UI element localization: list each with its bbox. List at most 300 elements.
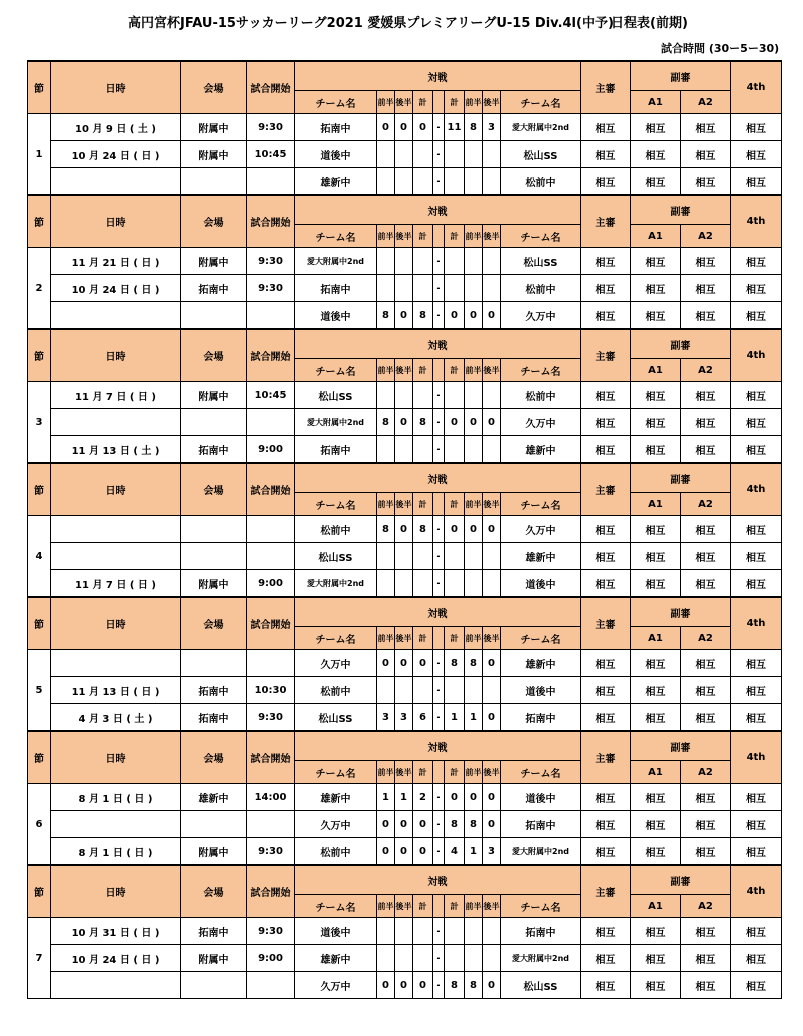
score-dash: - <box>433 838 445 866</box>
referee: 相互 <box>581 570 631 598</box>
referee: 相互 <box>581 972 631 999</box>
col-home-second-half-header: 後半 <box>395 627 413 650</box>
schedule-table <box>27 60 782 999</box>
home-first-half <box>377 382 395 409</box>
col-away-first-half-header: 前半 <box>465 627 483 650</box>
kickoff-time: 9:30 <box>247 114 295 141</box>
home-total <box>413 382 433 409</box>
table-row <box>28 409 782 436</box>
home-first-half <box>377 141 395 168</box>
home-team: 拓南中 <box>295 275 377 302</box>
away-team: 愛大附属中2nd <box>501 114 581 141</box>
fourth-official: 相互 <box>731 436 782 464</box>
match-venue: 附属中 <box>181 114 247 141</box>
match-date: 10 月 24 日 ( 日 ) <box>51 275 181 302</box>
section-number: 3 <box>28 382 51 464</box>
match-date <box>51 972 181 999</box>
col-home-first-half-header: 前半 <box>377 225 395 248</box>
home-total: 6 <box>413 704 433 732</box>
fourth-official: 相互 <box>731 677 782 704</box>
table-row <box>28 918 782 945</box>
col-match-header: 対戦 <box>295 329 581 359</box>
match-date <box>51 543 181 570</box>
col-kickoff-header: 試合開始 <box>247 61 295 114</box>
assistant-a1: 相互 <box>631 784 681 811</box>
match-date <box>51 302 181 330</box>
referee: 相互 <box>581 811 631 838</box>
table-row <box>28 543 782 570</box>
col-match-header: 対戦 <box>295 597 581 627</box>
col-kickoff-header: 試合開始 <box>247 731 295 784</box>
assistant-a1: 相互 <box>631 168 681 196</box>
away-second-half: 0 <box>483 811 501 838</box>
assistant-a1: 相互 <box>631 570 681 598</box>
away-total <box>445 141 465 168</box>
section-header-row <box>28 195 782 225</box>
col-away-total-header: 計 <box>445 895 465 918</box>
match-venue <box>181 168 247 196</box>
col-home-first-half-header: 前半 <box>377 761 395 784</box>
away-second-half: 0 <box>483 784 501 811</box>
home-team: 松前中 <box>295 838 377 866</box>
fourth-official: 相互 <box>731 382 782 409</box>
away-team: 道後中 <box>501 784 581 811</box>
score-dash: - <box>433 543 445 570</box>
away-total: 8 <box>445 811 465 838</box>
match-venue <box>181 516 247 543</box>
referee: 相互 <box>581 275 631 302</box>
col-assistant-header: 副審 <box>631 329 731 359</box>
away-second-half: 0 <box>483 409 501 436</box>
match-date: 11 月 21 日 ( 日 ) <box>51 248 181 275</box>
away-second-half <box>483 382 501 409</box>
kickoff-time <box>247 543 295 570</box>
col-away-team-header: チーム名 <box>501 895 581 918</box>
col-home-team-header: チーム名 <box>295 761 377 784</box>
col-dash-header <box>433 493 445 516</box>
away-second-half: 0 <box>483 302 501 330</box>
col-dash-header <box>433 225 445 248</box>
col-away-total-header: 計 <box>445 761 465 784</box>
section-number: 7 <box>28 918 51 999</box>
assistant-a1: 相互 <box>631 945 681 972</box>
referee: 相互 <box>581 302 631 330</box>
home-total: 8 <box>413 516 433 543</box>
score-dash: - <box>433 436 445 464</box>
home-second-half: 0 <box>395 302 413 330</box>
away-first-half <box>465 677 483 704</box>
assistant-a2: 相互 <box>681 382 731 409</box>
col-away-first-half-header: 前半 <box>465 761 483 784</box>
score-dash: - <box>433 704 445 732</box>
away-second-half: 0 <box>483 650 501 677</box>
col-referee-header: 主審 <box>581 865 631 918</box>
away-first-half <box>465 945 483 972</box>
col-fourth-header: 4th <box>731 597 782 650</box>
match-date: 10 月 24 日 ( 日 ) <box>51 945 181 972</box>
col-away-first-half-header: 前半 <box>465 225 483 248</box>
assistant-a2: 相互 <box>681 543 731 570</box>
assistant-a2: 相互 <box>681 302 731 330</box>
referee: 相互 <box>581 114 631 141</box>
home-first-half <box>377 168 395 196</box>
kickoff-time <box>247 302 295 330</box>
col-a1-header: A1 <box>631 91 681 114</box>
home-first-half: 0 <box>377 838 395 866</box>
away-first-half <box>465 141 483 168</box>
col-assistant-header: 副審 <box>631 463 731 493</box>
score-dash: - <box>433 168 445 196</box>
home-team: 松山SS <box>295 704 377 732</box>
col-match-header: 対戦 <box>295 731 581 761</box>
col-home-total-header: 計 <box>413 225 433 248</box>
col-home-team-header: チーム名 <box>295 359 377 382</box>
home-team: 雄新中 <box>295 784 377 811</box>
away-team: 松山SS <box>501 972 581 999</box>
away-first-half: 0 <box>465 516 483 543</box>
away-first-half: 8 <box>465 650 483 677</box>
referee: 相互 <box>581 382 631 409</box>
col-away-total-header: 計 <box>445 225 465 248</box>
col-home-first-half-header: 前半 <box>377 493 395 516</box>
away-total: 8 <box>445 650 465 677</box>
col-away-total-header: 計 <box>445 627 465 650</box>
table-row <box>28 838 782 866</box>
assistant-a1: 相互 <box>631 972 681 999</box>
col-away-team-header: チーム名 <box>501 359 581 382</box>
col-home-total-header: 計 <box>413 895 433 918</box>
score-dash: - <box>433 516 445 543</box>
col-away-team-header: チーム名 <box>501 761 581 784</box>
score-dash: - <box>433 409 445 436</box>
section-header-row <box>28 463 782 493</box>
home-first-half: 8 <box>377 409 395 436</box>
score-dash: - <box>433 382 445 409</box>
match-venue <box>181 811 247 838</box>
col-home-second-half-header: 後半 <box>395 895 413 918</box>
kickoff-time: 9:30 <box>247 248 295 275</box>
away-first-half: 8 <box>465 114 483 141</box>
away-second-half <box>483 543 501 570</box>
fourth-official: 相互 <box>731 570 782 598</box>
kickoff-time: 10:45 <box>247 141 295 168</box>
home-total: 0 <box>413 811 433 838</box>
table-row <box>28 114 782 141</box>
fourth-official: 相互 <box>731 918 782 945</box>
fourth-official: 相互 <box>731 838 782 866</box>
col-sec-header: 節 <box>28 731 51 784</box>
match-date: 11 月 7 日 ( 日 ) <box>51 382 181 409</box>
col-home-first-half-header: 前半 <box>377 895 395 918</box>
col-a1-header: A1 <box>631 761 681 784</box>
away-second-half: 0 <box>483 704 501 732</box>
home-second-half: 0 <box>395 516 413 543</box>
col-away-first-half-header: 前半 <box>465 91 483 114</box>
document-header <box>0 0 803 36</box>
match-date <box>51 650 181 677</box>
col-sec-header: 節 <box>28 463 51 516</box>
section-number: 6 <box>28 784 51 866</box>
home-second-half: 3 <box>395 704 413 732</box>
col-fourth-header: 4th <box>731 329 782 382</box>
match-venue: 拓南中 <box>181 704 247 732</box>
home-first-half <box>377 945 395 972</box>
table-row <box>28 677 782 704</box>
fourth-official: 相互 <box>731 275 782 302</box>
home-total: 8 <box>413 302 433 330</box>
assistant-a2: 相互 <box>681 838 731 866</box>
col-sec-header: 節 <box>28 865 51 918</box>
fourth-official: 相互 <box>731 114 782 141</box>
section-number: 2 <box>28 248 51 330</box>
assistant-a1: 相互 <box>631 382 681 409</box>
assistant-a1: 相互 <box>631 409 681 436</box>
home-total <box>413 168 433 196</box>
home-second-half: 0 <box>395 650 413 677</box>
col-home-team-header: チーム名 <box>295 627 377 650</box>
col-dash-header <box>433 761 445 784</box>
assistant-a1: 相互 <box>631 114 681 141</box>
col-fourth-header: 4th <box>731 463 782 516</box>
away-total: 4 <box>445 838 465 866</box>
fourth-official: 相互 <box>731 704 782 732</box>
col-home-total-header: 計 <box>413 627 433 650</box>
away-first-half: 0 <box>465 784 483 811</box>
assistant-a2: 相互 <box>681 436 731 464</box>
home-team: 愛大附属中2nd <box>295 248 377 275</box>
fourth-official: 相互 <box>731 516 782 543</box>
referee: 相互 <box>581 141 631 168</box>
table-row <box>28 570 782 598</box>
col-referee-header: 主審 <box>581 731 631 784</box>
home-first-half: 3 <box>377 704 395 732</box>
assistant-a1: 相互 <box>631 677 681 704</box>
home-second-half <box>395 141 413 168</box>
score-dash: - <box>433 811 445 838</box>
away-second-half <box>483 570 501 598</box>
away-second-half <box>483 945 501 972</box>
assistant-a2: 相互 <box>681 409 731 436</box>
away-second-half <box>483 275 501 302</box>
assistant-a2: 相互 <box>681 275 731 302</box>
col-venue-header: 会場 <box>181 463 247 516</box>
col-a1-header: A1 <box>631 493 681 516</box>
away-first-half <box>465 275 483 302</box>
away-total <box>445 382 465 409</box>
col-home-team-header: チーム名 <box>295 493 377 516</box>
home-second-half: 0 <box>395 838 413 866</box>
col-sec-header: 節 <box>28 61 51 114</box>
document-subtitle: 日程表(前期) <box>611 16 688 31</box>
col-away-team-header: チーム名 <box>501 225 581 248</box>
col-away-total-header: 計 <box>445 493 465 516</box>
assistant-a1: 相互 <box>631 918 681 945</box>
referee: 相互 <box>581 168 631 196</box>
score-dash: - <box>433 141 445 168</box>
away-total: 0 <box>445 784 465 811</box>
col-referee-header: 主審 <box>581 329 631 382</box>
col-sec-header: 節 <box>28 329 51 382</box>
away-second-half: 3 <box>483 114 501 141</box>
col-sec-header: 節 <box>28 597 51 650</box>
score-dash: - <box>433 945 445 972</box>
home-team: 道後中 <box>295 302 377 330</box>
col-away-second-half-header: 後半 <box>483 91 501 114</box>
match-venue <box>181 972 247 999</box>
referee: 相互 <box>581 248 631 275</box>
home-total: 8 <box>413 409 433 436</box>
home-total: 2 <box>413 784 433 811</box>
home-total <box>413 436 433 464</box>
col-home-second-half-header: 後半 <box>395 761 413 784</box>
assistant-a2: 相互 <box>681 784 731 811</box>
away-total <box>445 436 465 464</box>
kickoff-time: 9:30 <box>247 918 295 945</box>
away-first-half: 0 <box>465 409 483 436</box>
away-team: 久万中 <box>501 302 581 330</box>
col-a1-header: A1 <box>631 359 681 382</box>
col-away-second-half-header: 後半 <box>483 225 501 248</box>
home-total <box>413 918 433 945</box>
col-home-team-header: チーム名 <box>295 91 377 114</box>
home-team: 久万中 <box>295 811 377 838</box>
referee: 相互 <box>581 677 631 704</box>
document-title: 高円宮杯JFAU-15サッカーリーグ2021 愛媛県プレミアリーグU-15 Div.4l(中予) <box>128 16 614 31</box>
col-away-second-half-header: 後半 <box>483 895 501 918</box>
home-first-half: 0 <box>377 114 395 141</box>
col-venue-header: 会場 <box>181 731 247 784</box>
fourth-official: 相互 <box>731 168 782 196</box>
fourth-official: 相互 <box>731 945 782 972</box>
score-dash: - <box>433 650 445 677</box>
home-team: 愛大附属中2nd <box>295 570 377 598</box>
home-second-half <box>395 382 413 409</box>
kickoff-time: 10:45 <box>247 382 295 409</box>
col-kickoff-header: 試合開始 <box>247 329 295 382</box>
home-second-half: 0 <box>395 409 413 436</box>
away-total: 0 <box>445 516 465 543</box>
section-number: 5 <box>28 650 51 732</box>
col-dash-header <box>433 895 445 918</box>
section-header-row <box>28 597 782 627</box>
home-second-half <box>395 570 413 598</box>
match-date: 8 月 1 日 ( 日 ) <box>51 784 181 811</box>
match-venue: 拓南中 <box>181 275 247 302</box>
home-first-half: 1 <box>377 784 395 811</box>
col-home-second-half-header: 後半 <box>395 359 413 382</box>
assistant-a2: 相互 <box>681 704 731 732</box>
home-first-half <box>377 570 395 598</box>
table-row <box>28 248 782 275</box>
fourth-official: 相互 <box>731 302 782 330</box>
away-total: 8 <box>445 972 465 999</box>
away-team: 久万中 <box>501 409 581 436</box>
assistant-a2: 相互 <box>681 248 731 275</box>
away-total <box>445 248 465 275</box>
away-total: 11 <box>445 114 465 141</box>
col-assistant-header: 副審 <box>631 865 731 895</box>
match-venue: 拓南中 <box>181 677 247 704</box>
home-total: 0 <box>413 972 433 999</box>
kickoff-time: 10:30 <box>247 677 295 704</box>
col-assistant-header: 副審 <box>631 61 731 91</box>
col-kickoff-header: 試合開始 <box>247 463 295 516</box>
col-referee-header: 主審 <box>581 597 631 650</box>
away-total <box>445 677 465 704</box>
kickoff-time <box>247 811 295 838</box>
col-away-second-half-header: 後半 <box>483 359 501 382</box>
fourth-official: 相互 <box>731 784 782 811</box>
kickoff-time: 9:30 <box>247 275 295 302</box>
score-dash: - <box>433 784 445 811</box>
col-a2-header: A2 <box>681 627 731 650</box>
home-second-half <box>395 248 413 275</box>
assistant-a1: 相互 <box>631 811 681 838</box>
section-number: 4 <box>28 516 51 598</box>
away-total: 0 <box>445 302 465 330</box>
away-total <box>445 168 465 196</box>
home-first-half <box>377 543 395 570</box>
match-date: 11 月 7 日 ( 日 ) <box>51 570 181 598</box>
section-header-row <box>28 329 782 359</box>
col-fourth-header: 4th <box>731 865 782 918</box>
kickoff-time: 9:00 <box>247 436 295 464</box>
match-venue <box>181 409 247 436</box>
home-team: 久万中 <box>295 650 377 677</box>
home-second-half <box>395 918 413 945</box>
away-second-half <box>483 436 501 464</box>
col-home-total-header: 計 <box>413 91 433 114</box>
away-first-half: 8 <box>465 811 483 838</box>
assistant-a2: 相互 <box>681 918 731 945</box>
home-total <box>413 275 433 302</box>
home-first-half <box>377 275 395 302</box>
kickoff-time: 9:30 <box>247 704 295 732</box>
match-date: 10 月 24 日 ( 日 ) <box>51 141 181 168</box>
col-a2-header: A2 <box>681 225 731 248</box>
col-away-first-half-header: 前半 <box>465 359 483 382</box>
col-away-team-header: チーム名 <box>501 627 581 650</box>
match-date <box>51 516 181 543</box>
col-home-second-half-header: 後半 <box>395 225 413 248</box>
away-second-half <box>483 141 501 168</box>
home-total: 0 <box>413 838 433 866</box>
score-dash: - <box>433 972 445 999</box>
match-date: 10 月 31 日 ( 日 ) <box>51 918 181 945</box>
score-dash: - <box>433 114 445 141</box>
table-row <box>28 811 782 838</box>
col-home-second-half-header: 後半 <box>395 493 413 516</box>
away-total <box>445 570 465 598</box>
col-away-second-half-header: 後半 <box>483 761 501 784</box>
assistant-a2: 相互 <box>681 168 731 196</box>
table-row <box>28 972 782 999</box>
away-second-half: 3 <box>483 838 501 866</box>
col-sec-header: 節 <box>28 195 51 248</box>
home-first-half: 8 <box>377 302 395 330</box>
col-referee-header: 主審 <box>581 463 631 516</box>
away-first-half <box>465 918 483 945</box>
table-row <box>28 168 782 196</box>
away-team: 松山SS <box>501 141 581 168</box>
col-referee-header: 主審 <box>581 195 631 248</box>
col-assistant-header: 副審 <box>631 195 731 225</box>
home-team: 雄新中 <box>295 945 377 972</box>
referee: 相互 <box>581 516 631 543</box>
referee: 相互 <box>581 704 631 732</box>
away-total <box>445 945 465 972</box>
table-row <box>28 141 782 168</box>
